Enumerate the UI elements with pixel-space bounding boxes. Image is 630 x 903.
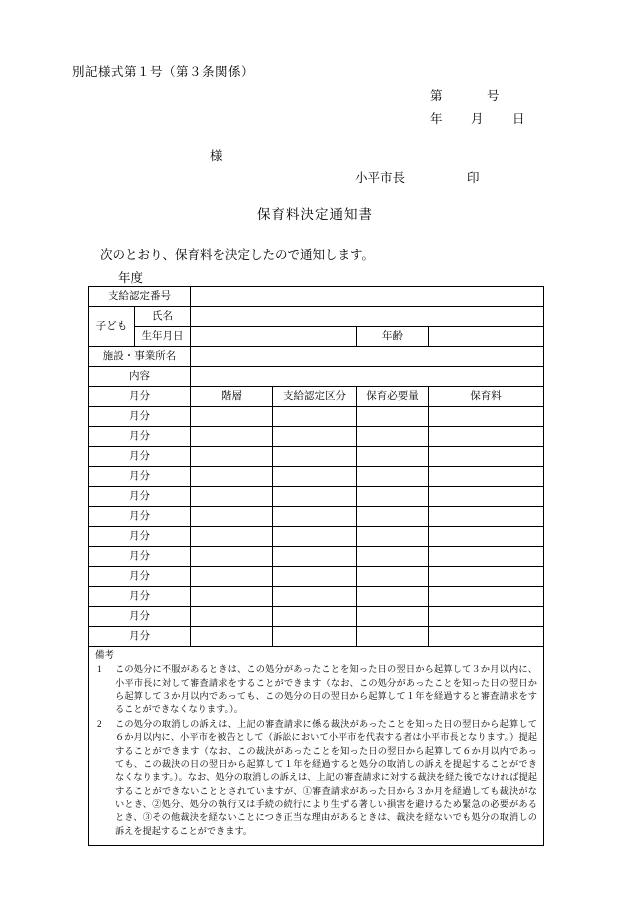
cell-tier-value[interactable] — [191, 547, 273, 567]
decision-table — [88, 286, 544, 846]
table-row — [89, 607, 544, 627]
cell-month-label: 月分 — [89, 467, 191, 487]
remark-number: 1 — [97, 664, 102, 675]
table-header-row — [89, 387, 544, 407]
cell-certification-category-value[interactable] — [273, 587, 357, 607]
cell-facility-value[interactable] — [191, 347, 544, 367]
cell-month-label: 月分 — [89, 507, 191, 527]
lead-text: 次のとおり、保育料を決定したので通知します。 — [100, 248, 375, 262]
header-tier: 階層 — [191, 387, 273, 407]
header-fee: 保育料 — [429, 387, 544, 407]
date-year-label: 年 — [430, 112, 444, 126]
cell-fee-value[interactable] — [429, 587, 544, 607]
table-row — [89, 627, 544, 647]
cell-certification-category-value[interactable] — [273, 427, 357, 447]
document-number-suffix: 号 — [487, 89, 501, 103]
cell-care-amount-value[interactable] — [357, 407, 429, 427]
cell-care-amount-value[interactable] — [357, 427, 429, 447]
cell-care-amount-value[interactable] — [357, 447, 429, 467]
table-row — [89, 487, 544, 507]
cell-name-label: 氏名 — [135, 307, 191, 327]
cell-month-label: 月分 — [89, 547, 191, 567]
cell-care-amount-value[interactable] — [357, 567, 429, 587]
cell-fee-value[interactable] — [429, 547, 544, 567]
document-number-label: 第 — [430, 89, 444, 103]
cell-child-label: 子ども — [89, 307, 135, 347]
cell-facility-label: 施設・事業所名 — [89, 347, 191, 367]
cell-certification-category-value[interactable] — [273, 627, 357, 647]
cell-certification-number-value[interactable] — [191, 287, 544, 307]
cell-care-amount-value[interactable] — [357, 607, 429, 627]
cell-fee-value[interactable] — [429, 407, 544, 427]
cell-month-label: 月分 — [89, 607, 191, 627]
cell-tier-value[interactable] — [191, 567, 273, 587]
table-row — [89, 367, 544, 387]
cell-month-label: 月分 — [89, 627, 191, 647]
remark-item — [95, 718, 537, 838]
header-certification-category: 支給認定区分 — [273, 387, 357, 407]
cell-tier-value[interactable] — [191, 467, 273, 487]
cell-content-value[interactable] — [191, 367, 544, 387]
table-row — [89, 587, 544, 607]
cell-age-value[interactable] — [429, 327, 544, 347]
cell-care-amount-value[interactable] — [357, 467, 429, 487]
seal-mark: 印 — [467, 171, 480, 185]
cell-certification-category-value[interactable] — [273, 447, 357, 467]
table-row — [89, 447, 544, 467]
cell-fee-value[interactable] — [429, 427, 544, 447]
table-row — [89, 507, 544, 527]
cell-tier-value[interactable] — [191, 407, 273, 427]
header-care-amount: 保育必要量 — [357, 387, 429, 407]
cell-content-label: 内容 — [89, 367, 191, 387]
remark-number: 2 — [97, 718, 102, 729]
cell-certification-number-label: 支給認定番号 — [89, 287, 191, 307]
document-date-row — [430, 109, 525, 127]
cell-month-label: 月分 — [89, 407, 191, 427]
table-row — [89, 567, 544, 587]
cell-tier-value[interactable] — [191, 507, 273, 527]
cell-tier-value[interactable] — [191, 587, 273, 607]
cell-certification-category-value[interactable] — [273, 507, 357, 527]
cell-birthdate-value[interactable] — [191, 327, 357, 347]
issuer-line — [355, 168, 480, 186]
cell-fee-value[interactable] — [429, 527, 544, 547]
cell-name-value[interactable] — [191, 307, 544, 327]
cell-certification-category-value[interactable] — [273, 407, 357, 427]
issuer-name: 小平市長 — [355, 171, 406, 185]
table-row — [89, 407, 544, 427]
table-row — [89, 347, 544, 367]
cell-fee-value[interactable] — [429, 567, 544, 587]
cell-month-label: 月分 — [89, 527, 191, 547]
cell-month-label: 月分 — [89, 487, 191, 507]
cell-age-label: 年齢 — [357, 327, 429, 347]
fiscal-year-label: 年度 — [118, 271, 144, 285]
cell-certification-category-value[interactable] — [273, 527, 357, 547]
cell-fee-value[interactable] — [429, 627, 544, 647]
header-month: 月分 — [89, 387, 191, 407]
table-row — [89, 287, 544, 307]
cell-fee-value[interactable] — [429, 507, 544, 527]
addressee-honorific: 様 — [210, 149, 223, 163]
cell-certification-category-value[interactable] — [273, 567, 357, 587]
form-number: 別記様式第１号（第３条関係） — [72, 65, 255, 79]
document-number-row — [430, 86, 500, 104]
cell-month-label: 月分 — [89, 427, 191, 447]
date-day-label: 日 — [512, 112, 526, 126]
table-row — [89, 547, 544, 567]
cell-tier-value[interactable] — [191, 527, 273, 547]
cell-fee-value[interactable] — [429, 447, 544, 467]
cell-care-amount-value[interactable] — [357, 627, 429, 647]
cell-certification-category-value[interactable] — [273, 547, 357, 567]
cell-fee-value[interactable] — [429, 487, 544, 507]
table-row — [89, 427, 544, 447]
cell-month-label: 月分 — [89, 587, 191, 607]
cell-tier-value[interactable] — [191, 607, 273, 627]
cell-tier-value[interactable] — [191, 487, 273, 507]
table-row — [89, 467, 544, 487]
remarks-title: 備考 — [95, 651, 115, 661]
page-title: 保育料決定通知書 — [257, 207, 373, 222]
cell-certification-category-value[interactable] — [273, 607, 357, 627]
cell-tier-value[interactable] — [191, 427, 273, 447]
cell-care-amount-value[interactable] — [357, 487, 429, 507]
cell-care-amount-value[interactable] — [357, 507, 429, 527]
remarks-section — [89, 647, 544, 846]
cell-care-amount-value[interactable] — [357, 547, 429, 567]
remarks-row — [89, 647, 544, 846]
cell-month-label: 月分 — [89, 447, 191, 467]
date-month-label: 月 — [471, 112, 485, 126]
table-row — [89, 307, 544, 327]
cell-certification-category-value[interactable] — [273, 467, 357, 487]
cell-fee-value[interactable] — [429, 467, 544, 487]
cell-fee-value[interactable] — [429, 607, 544, 627]
cell-certification-category-value[interactable] — [273, 487, 357, 507]
cell-care-amount-value[interactable] — [357, 527, 429, 547]
cell-care-amount-value[interactable] — [357, 587, 429, 607]
remark-text: この処分の取消しの訴えは、上記の審査請求に係る裁決があったことを知った日の翌日から起算して６か月以内に、小平市を被告として（訴訟において小平市を代表する者は小平市長となります。）提起することができます（なお、この裁決があったことを知った日の翌日から起算して６か月以内であっても、この裁決の日の翌日から起算して１年を経過すると処分の取消しの訴えを提起することができなくなります。）。なお、処分の取消しの訴えは、上記の審査請求に対する裁決を経た後でなければ提起することができないこととされていますが、①審査請求があった日から３か月を経過しても裁決がないとき、②処分、処分の執行又は手続の続行により生ずる著しい損害を避けるため緊急の必要があるとき、③その他裁決を経ないことにつき正当な理由があるときは、裁決を経ないでも処分の取消しの訴えを提起することができます。 — [115, 718, 537, 836]
cell-month-label: 月分 — [89, 567, 191, 587]
remark-item — [95, 663, 537, 716]
cell-tier-value[interactable] — [191, 627, 273, 647]
table-row — [89, 327, 544, 347]
cell-birthdate-label: 生年月日 — [135, 327, 191, 347]
cell-tier-value[interactable] — [191, 447, 273, 467]
table-row — [89, 527, 544, 547]
remark-text: この処分に不服があるときは、この処分があったことを知った日の翌日から起算して３か月以内に、小平市長に対して審査請求をすることができます（なお、この処分があったことを知った日の翌日から起算して３か月以内であっても、この処分の日の翌日から起算して１年を経過すると審査請求をすることができなくなります。）。 — [115, 664, 537, 715]
